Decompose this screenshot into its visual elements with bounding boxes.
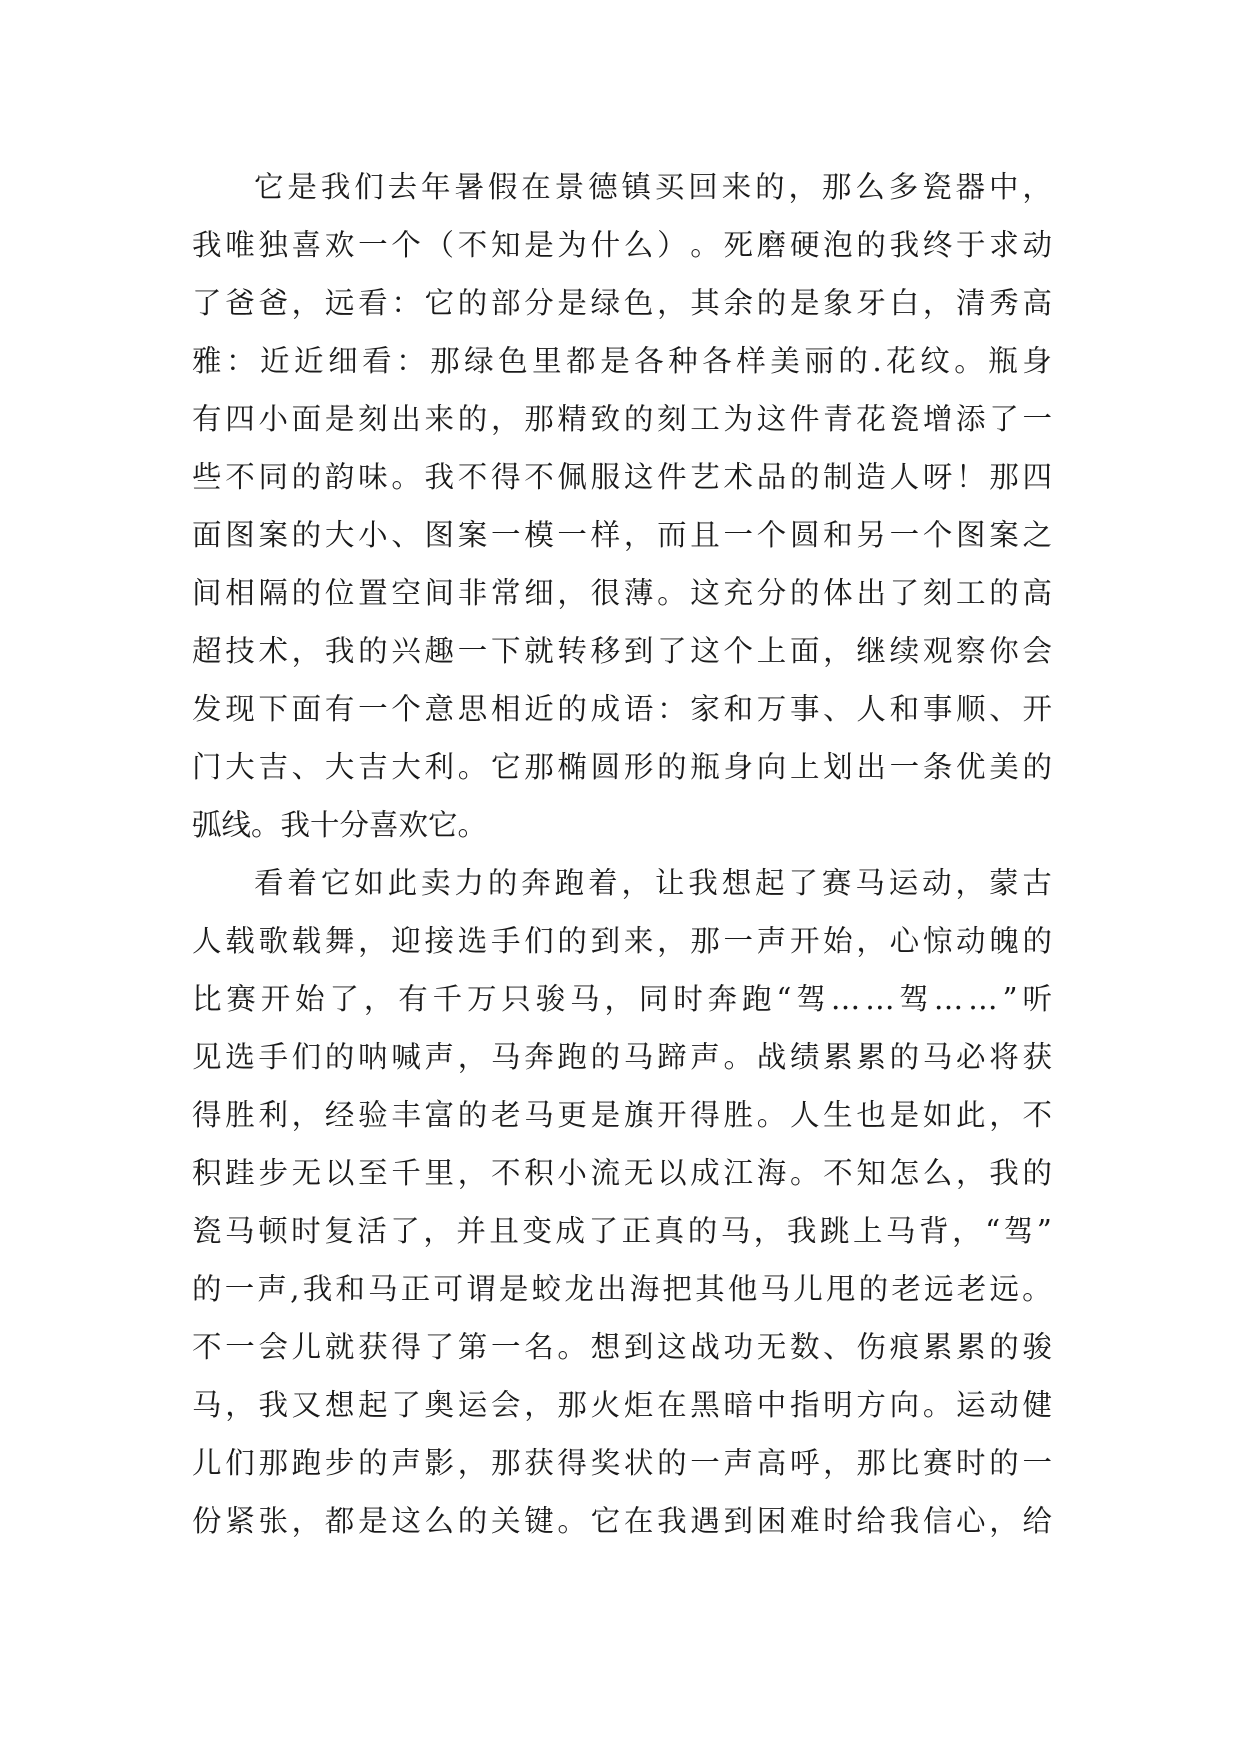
text-line: 人 载 歌 载 舞 ， 迎 接 选 手 们 的 到 来 ， 那 一 声 开 始 ， 心 惊 动 魄 的 [192,924,1052,958]
text-line: 比 赛 开 始 了 ， 有 千 万 只 骏 马 ， 同 时 奔 跑 “ 驾 … … 驾 … … ” 听 [192,982,1052,1016]
text-line: 了 爸 爸 ， 远 看 ： 它 的 部 分 是 绿 色 ， 其 余 的 是 象 牙 白 ， 清 秀 高 [192,286,1052,320]
text-line: 的 一 声 , 我 和 马 正 可 谓 是 蛟 龙 出 海 把 其 他 马 儿 甩 的 老 远 老 远 。 [192,1272,1052,1306]
text-line: 弧线。我十分喜欢它。 [192,808,488,842]
text-line: 看 着 它 如 此 卖 力 的 奔 跑 着 ， 让 我 想 起 了 赛 马 运 动 ， 蒙 古 [254,866,1052,900]
text-line: 我 唯 独 喜 欢 一 个 （ 不 知 是 为 什 么 ） 。 死 磨 硬 泡 的 我 终 于 求 动 [192,228,1052,262]
text-line: 它 是 我 们 去 年 暑 假 在 景 德 镇 买 回 来 的 ， 那 么 多 瓷 器 中 ， [254,170,1052,204]
text-line: 门 大 吉 、 大 吉 大 利 。 它 那 椭 圆 形 的 瓶 身 向 上 划 出 一 条 优 美 的 [192,750,1052,784]
text-line: 有 四 小 面 是 刻 出 来 的 ， 那 精 致 的 刻 工 为 这 件 青 花 瓷 增 添 了 一 [192,402,1052,436]
text-line: 瓷 马 顿 时 复 活 了 ， 并 且 变 成 了 正 真 的 马 ， 我 跳 上 马 背 ， “ 驾 ” [192,1214,1052,1248]
text-line: 见 选 手 们 的 呐 喊 声 ， 马 奔 跑 的 马 蹄 声 。 战 绩 累 累 的 马 必 将 获 [192,1040,1052,1074]
text-line: 超 技 术 ， 我 的 兴 趣 一 下 就 转 移 到 了 这 个 上 面 ， 继 续 观 察 你 会 [192,634,1052,668]
text-line: 积 跬 步 无 以 至 千 里 ， 不 积 小 流 无 以 成 江 海 。 不 知 怎 么 ， 我 的 [192,1156,1052,1190]
text-line: 雅 ： 近 近 细 看 ： 那 绿 色 里 都 是 各 种 各 样 美 丽 的 . 花 纹 。 瓶 身 [192,344,1052,378]
text-line: 些 不 同 的 韵 味 。 我 不 得 不 佩 服 这 件 艺 术 品 的 制 造 人 呀 ！ 那 四 [192,460,1052,494]
text-line: 得 胜 利 ， 经 验 丰 富 的 老 马 更 是 旗 开 得 胜 。 人 生 也 是 如 此 ， 不 [192,1098,1052,1132]
text-line: 儿 们 那 跑 步 的 声 影 ， 那 获 得 奖 状 的 一 声 高 呼 ， 那 比 赛 时 的 一 [192,1446,1052,1480]
text-line: 间 相 隔 的 位 置 空 间 非 常 细 ， 很 薄 。 这 充 分 的 体 出 了 刻 工 的 高 [192,576,1052,610]
text-line: 不 一 会 儿 就 获 得 了 第 一 名 。 想 到 这 战 功 无 数 、 伤 痕 累 累 的 骏 [192,1330,1052,1364]
document-body [192,158,1052,1550]
text-line: 马 ， 我 又 想 起 了 奥 运 会 ， 那 火 炬 在 黑 暗 中 指 明 方 向 。 运 动 健 [192,1388,1052,1422]
text-line: 面 图 案 的 大 小 、 图 案 一 模 一 样 ， 而 且 一 个 圆 和 另 一 个 图 案 之 [192,518,1052,552]
text-line: 发 现 下 面 有 一 个 意 思 相 近 的 成 语 ： 家 和 万 事 、 人 和 事 顺 、 开 [192,692,1052,726]
text-line: 份 紧 张 ， 都 是 这 么 的 关 键 。 它 在 我 遇 到 困 难 时 给 我 信 心 ， 给 [192,1504,1052,1538]
